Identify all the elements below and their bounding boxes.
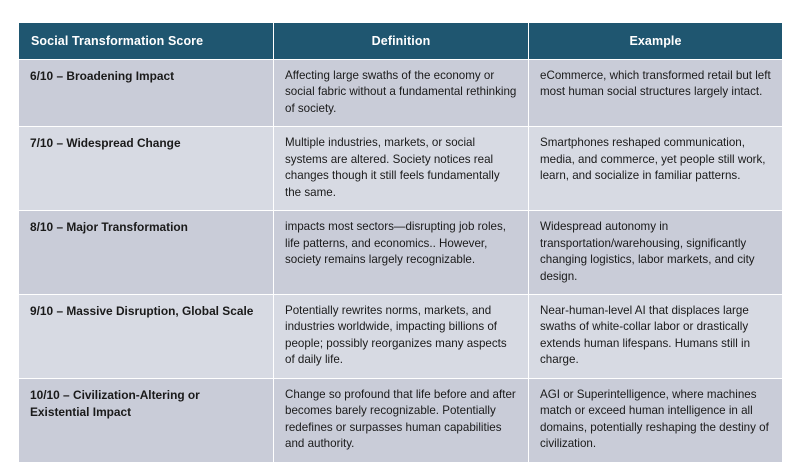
table-body xyxy=(19,60,783,463)
cell-score: 8/10 – Major Transformation xyxy=(19,211,274,295)
column-header-example: Example xyxy=(529,23,783,60)
cell-definition: Affecting large swaths of the economy or social fabric without a fundamental rethinking of society. xyxy=(274,60,529,127)
cell-example: Near-human-level AI that displaces large swaths of white-collar labor or drastically extends human lifespans. Humans still in charge. xyxy=(529,294,783,378)
cell-example: eCommerce, which transformed retail but left most human social structures largely intact. xyxy=(529,60,783,127)
cell-definition: impacts most sectors—disrupting job roles, life patterns, and economics.. However, society remains largely recognizable. xyxy=(274,211,529,295)
cell-definition: Potentially rewrites norms, markets, and industries worldwide, impacting billions of people; possibly reorganizes many aspects of daily life. xyxy=(274,294,529,378)
cell-score: 9/10 – Massive Disruption, Global Scale xyxy=(19,294,274,378)
table-row xyxy=(19,60,783,127)
table-header-row xyxy=(19,23,783,60)
cell-example: AGI or Superintelligence, where machines match or exceed human intelligence in all domains, potentially reshaping the destiny of civilization. xyxy=(529,378,783,462)
column-header-score: Social Transformation Score xyxy=(19,23,274,60)
table-row xyxy=(19,211,783,295)
cell-definition: Change so profound that life before and after becomes barely recognizable. Potentially redefines or surpasses human capabilities and authority. xyxy=(274,378,529,462)
cell-score: 6/10 – Broadening Impact xyxy=(19,60,274,127)
column-header-definition: Definition xyxy=(274,23,529,60)
social-transformation-score-table xyxy=(18,22,783,463)
cell-example: Widespread autonomy in transportation/warehousing, significantly changing logistics, labor markets, and city design. xyxy=(529,211,783,295)
table-header xyxy=(19,23,783,60)
table-row xyxy=(19,294,783,378)
cell-definition: Multiple industries, markets, or social systems are altered. Society notices real changes though it still feels fundamentally the same. xyxy=(274,127,529,211)
cell-score: 7/10 – Widespread Change xyxy=(19,127,274,211)
cell-score: 10/10 – Civilization-Altering or Existential Impact xyxy=(19,378,274,462)
cell-example: Smartphones reshaped communication, media, and commerce, yet people still work, learn, and socialize in familiar patterns. xyxy=(529,127,783,211)
table-row xyxy=(19,127,783,211)
